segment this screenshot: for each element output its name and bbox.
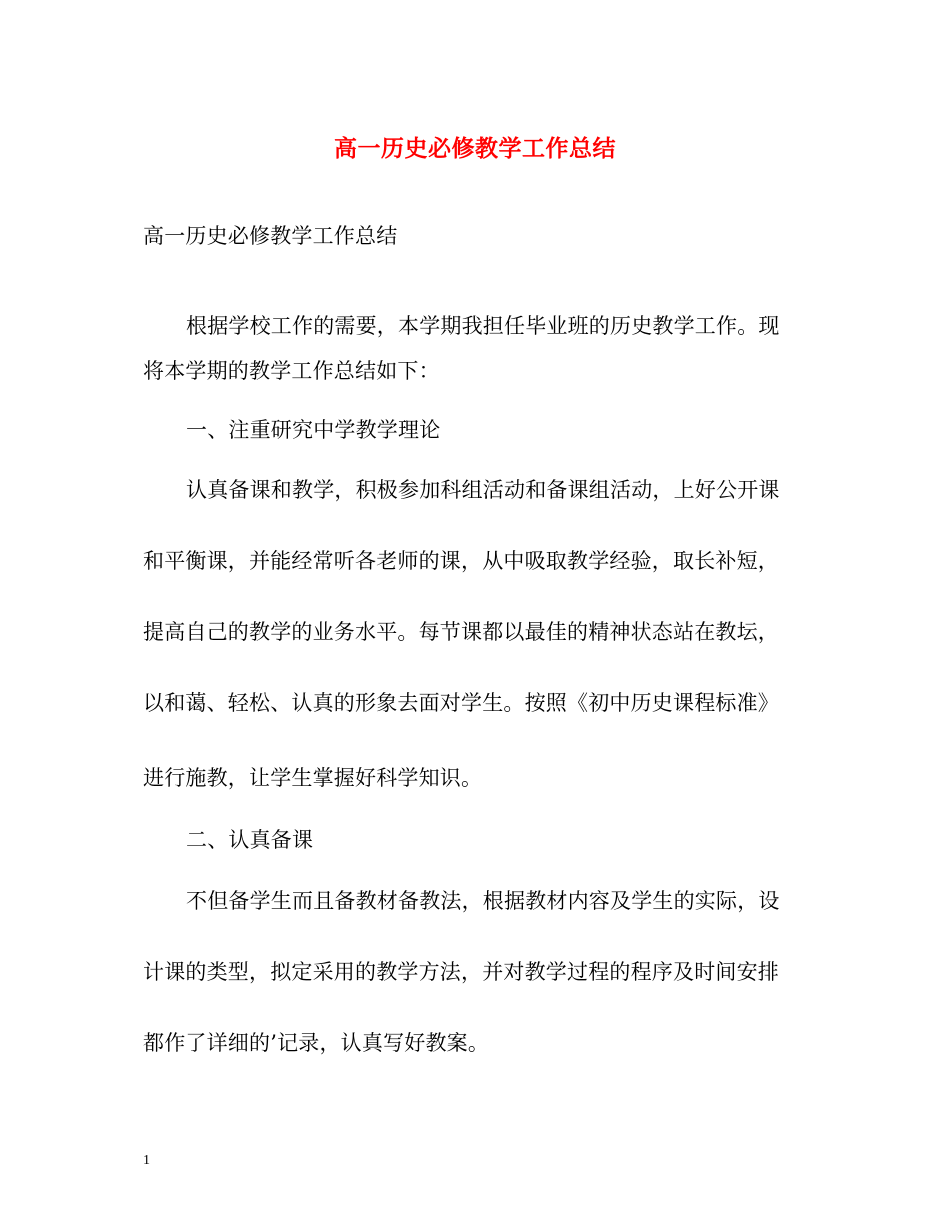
paragraph-line: 不但备学生而且备教材备教法，根据教材内容及学生的实际，设 — [186, 889, 780, 913]
paragraph-line: 以和蔼、轻松、认真的形象去面对学生。按照《初中历史课程标准》 — [143, 691, 779, 715]
paragraph-line: 根据学校工作的需要，本学期我担任毕业班的历史教学工作。现 — [186, 314, 780, 338]
section-heading: 一、注重研究中学教学理论 — [186, 418, 441, 442]
subtitle-line: 高一历史必修教学工作总结 — [143, 224, 398, 248]
paragraph-line: 和平衡课，并能经常听各老师的课，从中吸取教学经验，取长补短， — [143, 549, 779, 573]
paragraph-line: 将本学期的教学工作总结如下： — [143, 359, 440, 383]
paragraph-line: 认真备课和教学，积极参加科组活动和备课组活动，上好公开课 — [186, 478, 780, 502]
paragraph-line: 提高自己的教学的业务水平。每节课都以最佳的精神状态站在教坛， — [143, 620, 779, 644]
paragraph-line: 计课的类型，拟定采用的教学方法，并对教学过程的程序及时间安排 — [143, 960, 779, 984]
section-heading: 二、认真备课 — [186, 828, 314, 852]
paragraph-line: 进行施教，让学生掌握好科学知识。 — [143, 766, 483, 790]
paragraph-line: 都作了详细的’记录，认真写好教案。 — [143, 1031, 490, 1055]
page-number: 1 — [143, 1153, 150, 1168]
document-title: 高一历史必修教学工作总结 — [334, 135, 616, 162]
